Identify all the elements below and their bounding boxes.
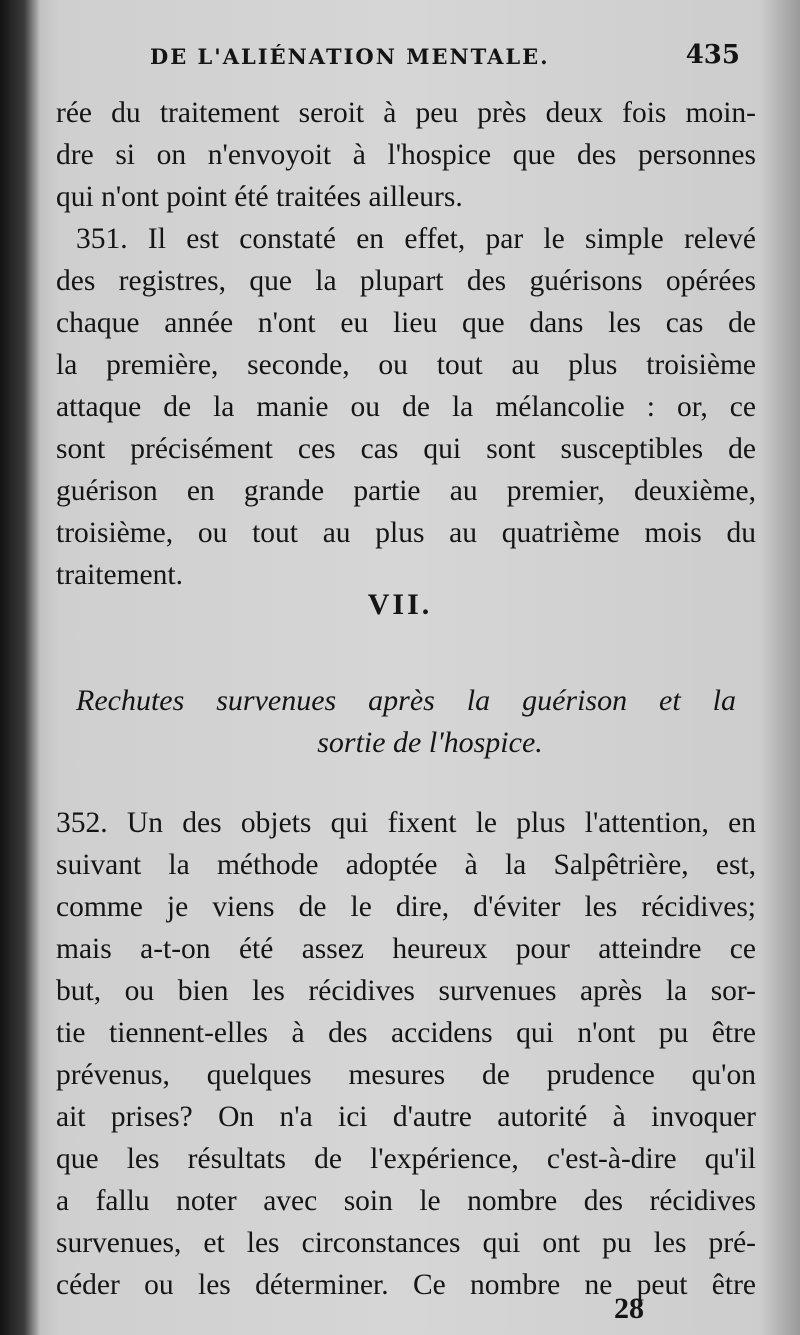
text-line: prévenus, quelques mesures de prudence qu'on xyxy=(56,1059,756,1091)
text-line: 352. Un des objets qui fixent le plus l'attention, en xyxy=(56,807,756,839)
section-title xyxy=(76,680,736,764)
main-text-top xyxy=(56,92,756,596)
section-number: VII. xyxy=(367,588,433,621)
section-title-line: sortie de l'hospice. xyxy=(317,726,543,759)
text-line: la première, seconde, ou tout au plus troisième xyxy=(56,349,756,381)
text-line: comme je viens de le dire, d'éviter les récidives; xyxy=(56,891,756,923)
text-line: a fallu noter avec soin le nombre des récidives xyxy=(56,1185,756,1217)
text-line: 351. Il est constaté en effet, par le simple relevé xyxy=(76,223,756,255)
section-title-line: Rechutes survenues après la guérison et la xyxy=(76,684,736,717)
text-line: rée du traitement seroit à peu près deux fois moin- xyxy=(56,97,756,129)
text-line: guérison en grande partie au premier, deuxième, xyxy=(56,475,756,507)
running-header xyxy=(150,40,740,70)
main-text-bottom xyxy=(56,802,756,1306)
running-title: DE L'ALIÉNATION MENTALE. xyxy=(150,44,550,69)
text-line: traitement. xyxy=(56,559,183,591)
text-line: mais a-t-on été assez heureux pour atteindre ce xyxy=(56,933,756,965)
text-line: ait prises? On n'a ici d'autre autorité à invoquer xyxy=(56,1101,756,1133)
text-line: but, ou bien les récidives survenues après la sor- xyxy=(56,975,756,1007)
text-line: céder ou les déterminer. Ce nombre ne peut être xyxy=(56,1269,756,1301)
text-line: troisième, ou tout au plus au quatrième mois du xyxy=(56,517,756,549)
text-line: tie tiennent-elles à des accidens qui n'ont pu être xyxy=(56,1017,756,1049)
text-line: suivant la méthode adoptée à la Salpêtrière, est, xyxy=(56,849,756,881)
text-line: sont précisément ces cas qui sont susceptibles de xyxy=(56,433,756,465)
text-line: des registres, que la plupart des guérisons opérées xyxy=(56,265,756,297)
signature-mark: 28 xyxy=(614,1292,644,1325)
text-line: survenues, et les circonstances qui ont pu les pré- xyxy=(56,1227,756,1259)
text-line: qui n'ont point été traitées ailleurs. xyxy=(56,181,463,213)
text-line: que les résultats de l'expérience, c'est-à-dire qu'il xyxy=(56,1143,756,1175)
page-number: 435 xyxy=(685,40,740,70)
book-spine-shadow xyxy=(0,0,40,1335)
text-line: attaque de la manie ou de la mélancolie : or, ce xyxy=(56,391,756,423)
text-line: dre si on n'envoyoit à l'hospice que des personnes xyxy=(56,139,756,171)
text-line: chaque année n'ont eu lieu que dans les cas de xyxy=(56,307,756,339)
